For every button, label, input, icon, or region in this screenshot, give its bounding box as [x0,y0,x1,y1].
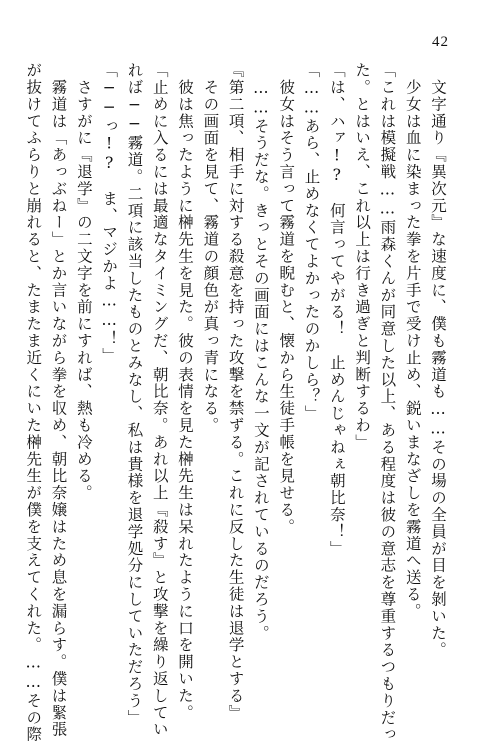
text-line: 霧道は「あっぶねー」とか言いながら拳を収め、朝比奈嬢はため息を漏らす。僕は緊張 [49,62,68,738]
text-line: た。とはいえ、これ以上は行き過ぎと判断するわ」 [353,62,372,451]
text-line: ……そうだな。きっとその画面にはこんな一文が記されているのだろう。 [251,62,270,642]
text-line: 「これは模擬戦……雨森くんが同意した以上、ある程度は彼の意志を尊重するつもりだっ [378,62,397,743]
text-line: が抜けてふらりと崩れると、たまたま近くにいた榊先生が僕を支えてくれた。……その際 [24,62,43,743]
text-line: 『第二項、相手に対する殺意を持った攻撃を禁ずる。これに反した生徒は退学とする』 [226,62,245,722]
text-line: さすがに『退学』の二文字を前にすれば、熱も冷める。 [74,62,93,502]
text-line: 「……あら、止めなくてよかったのかしら？」 [302,62,321,422]
text-line: 「は、ハァ!? 何言ってやがる！ 止めんじゃねぇ朝比奈！」 [327,62,346,558]
text-line: 彼女はそう言って霧道を睨むと、懐から生徒手帳を見せる。 [277,62,296,536]
vertical-text-body [20,62,450,743]
text-line: 少女は血に染まった拳を片手で受け止め、鋭いまなざしを霧道へ送る。 [403,62,422,620]
text-line: その画面を見て、霧道の顔色が真っ青になる。 [201,62,220,434]
text-line: 「──っ!? ま、マジかよ……！」 [100,62,119,365]
text-line: れば──霧道。二項に該当したものとみなし、私は貴様を退学処分にしていただろう」 [125,62,144,727]
page-number: 42 [432,34,449,50]
text-line: 彼は焦ったように榊先生を見た。彼の表情を見た榊先生は呆れたように口を開いた。 [176,62,195,722]
text-line: 「止めに入るには最適なタイミングだ、朝比奈。あれ以上『殺す』と攻撃を繰り返してい [150,62,169,738]
text-line: 文字通り『異次元』な速度に、僕も霧道も……その場の全員が目を剝いた。 [429,62,447,659]
